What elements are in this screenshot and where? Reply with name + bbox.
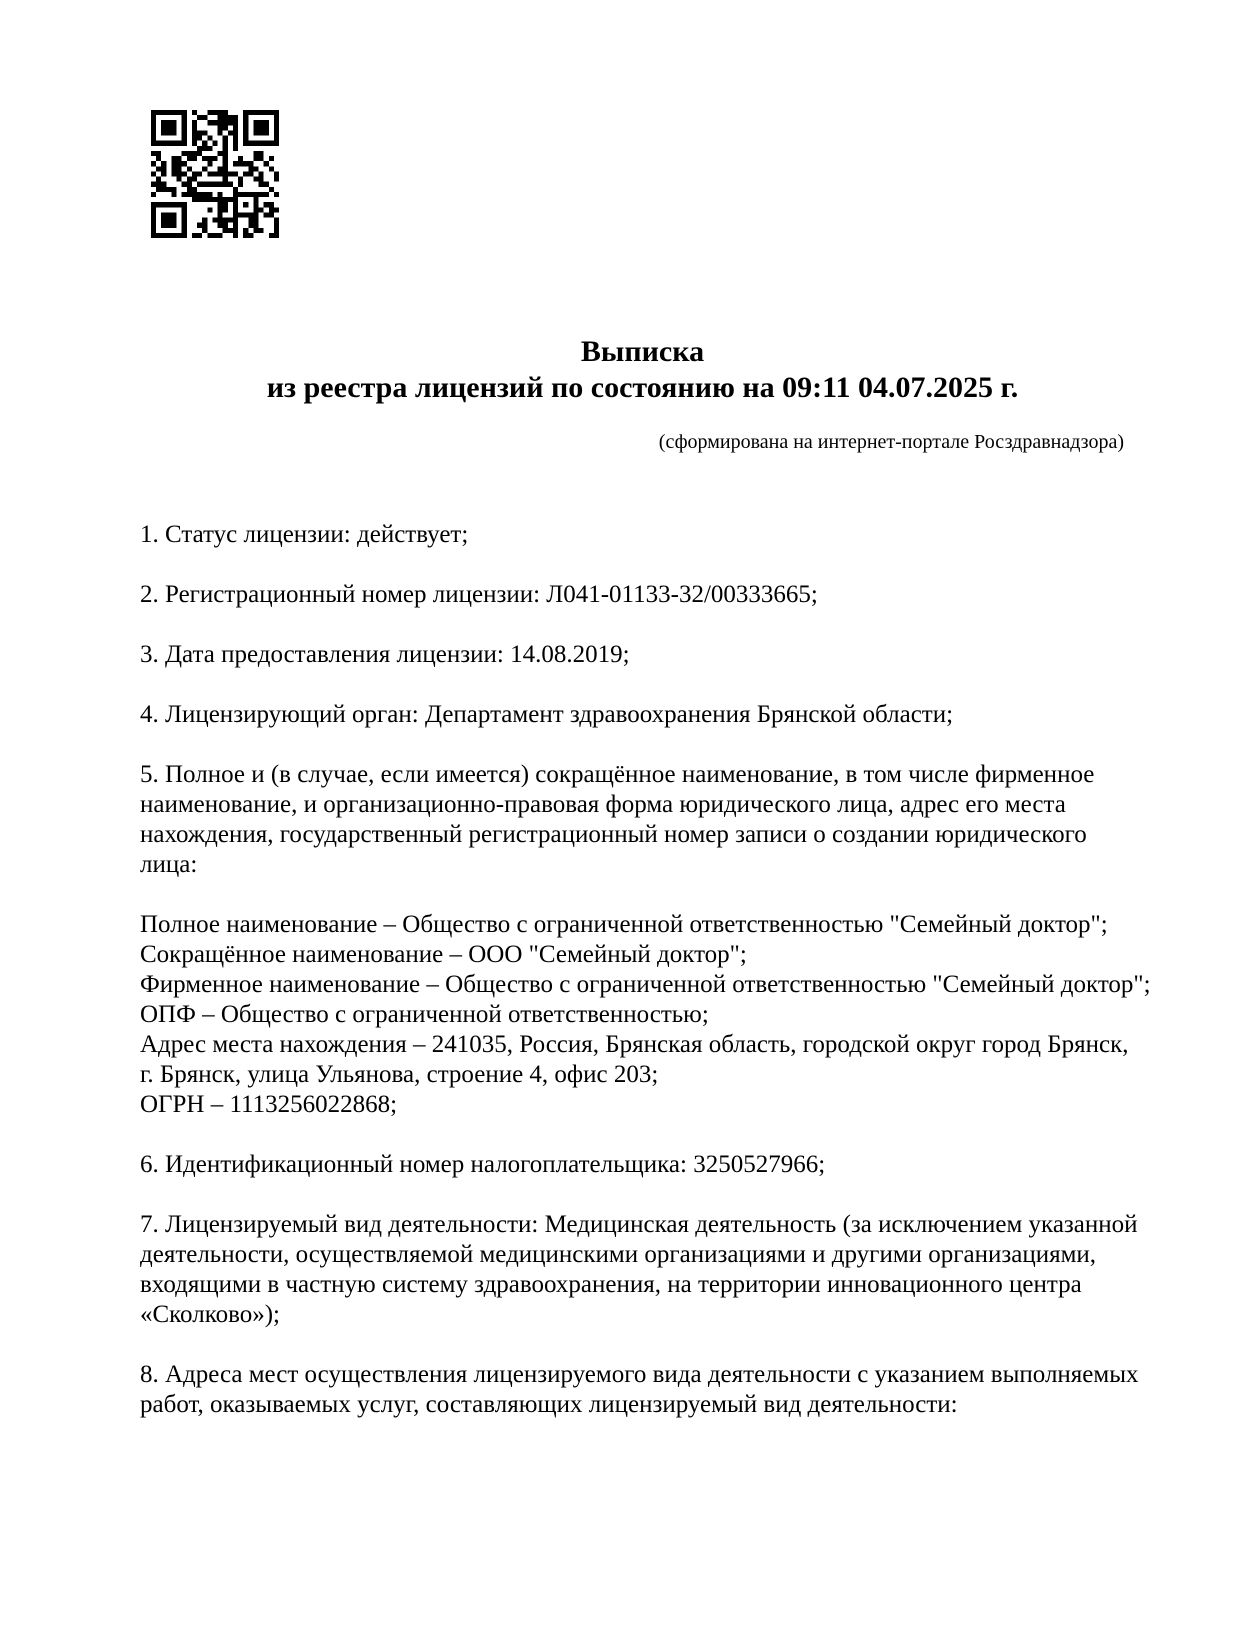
registration-number-item: 2. Регистрационный номер лицензии: Л041-01133-32/00333665; bbox=[140, 581, 818, 608]
licensing-authority-item: 4. Лицензирующий орган: Департамент здравоохранения Брянской области; bbox=[140, 701, 954, 728]
title-line-2: из реестра лицензий по состоянию на 09:11 04.07.2025 г. bbox=[266, 371, 1019, 404]
company-brand-name-line: Фирменное наименование – Общество с ограниченной ответственностью "Семейный доктор"; bbox=[140, 971, 1151, 998]
licensed-activity-item: 7. Лицензируемый вид деятельности: Медицинская деятельность (за исключением указанной деятельности, осуществляемой медицинскими организациями и другими организациями, входящими в частную систему здравоохранения, на территории инновационного центра «Сколково»); bbox=[140, 1211, 1138, 1328]
grant-date-item: 3. Дата предоставления лицензии: 14.08.2019; bbox=[140, 641, 630, 668]
company-ogrn-line: ОГРН – 1113256022868; bbox=[140, 1091, 398, 1118]
inn-item: 6. Идентификационный номер налогоплательщика: 3250527966; bbox=[140, 1151, 826, 1178]
title-line-1: Выписка bbox=[580, 335, 705, 368]
license-status-item: 1. Статус лицензии: действует; bbox=[140, 521, 469, 548]
company-address-line: Адрес места нахождения – 241035, Россия, Брянская область, городской округ город Брянск, г. Брянск, улица Ульянова, строение 4, офис 203; bbox=[140, 1031, 1129, 1088]
company-opf-line: ОПФ – Общество с ограниченной ответственностью; bbox=[140, 1001, 709, 1028]
company-short-name-line: Сокращённое наименование – ООО "Семейный доктор"; bbox=[140, 941, 747, 968]
activity-addresses-intro-item: 8. Адреса мест осуществления лицензируемого вида деятельности с указанием выполняемых работ, оказываемых услуг, составляющих лицензируемый вид деятельности: bbox=[140, 1361, 1139, 1418]
qr-code bbox=[151, 110, 279, 238]
names-intro-item: 5. Полное и (в случае, если имеется) сокращённое наименование, в том числе фирменное наименование, и организационно-правовая форма юридического лица, адрес его места нахождения, государственный регистрационный номер записи о создании юридического лица: bbox=[140, 761, 1095, 878]
document-body bbox=[140, 520, 1151, 1450]
qr-code-image bbox=[151, 110, 279, 238]
company-full-name-line: Полное наименование – Общество с ограниченной ответственностью "Семейный доктор"; bbox=[140, 911, 1108, 938]
document-title bbox=[140, 334, 1145, 406]
generated-note: (сформирована на интернет-портале Росздравнадзора) bbox=[658, 431, 1124, 453]
company-details-block bbox=[140, 910, 1151, 1120]
